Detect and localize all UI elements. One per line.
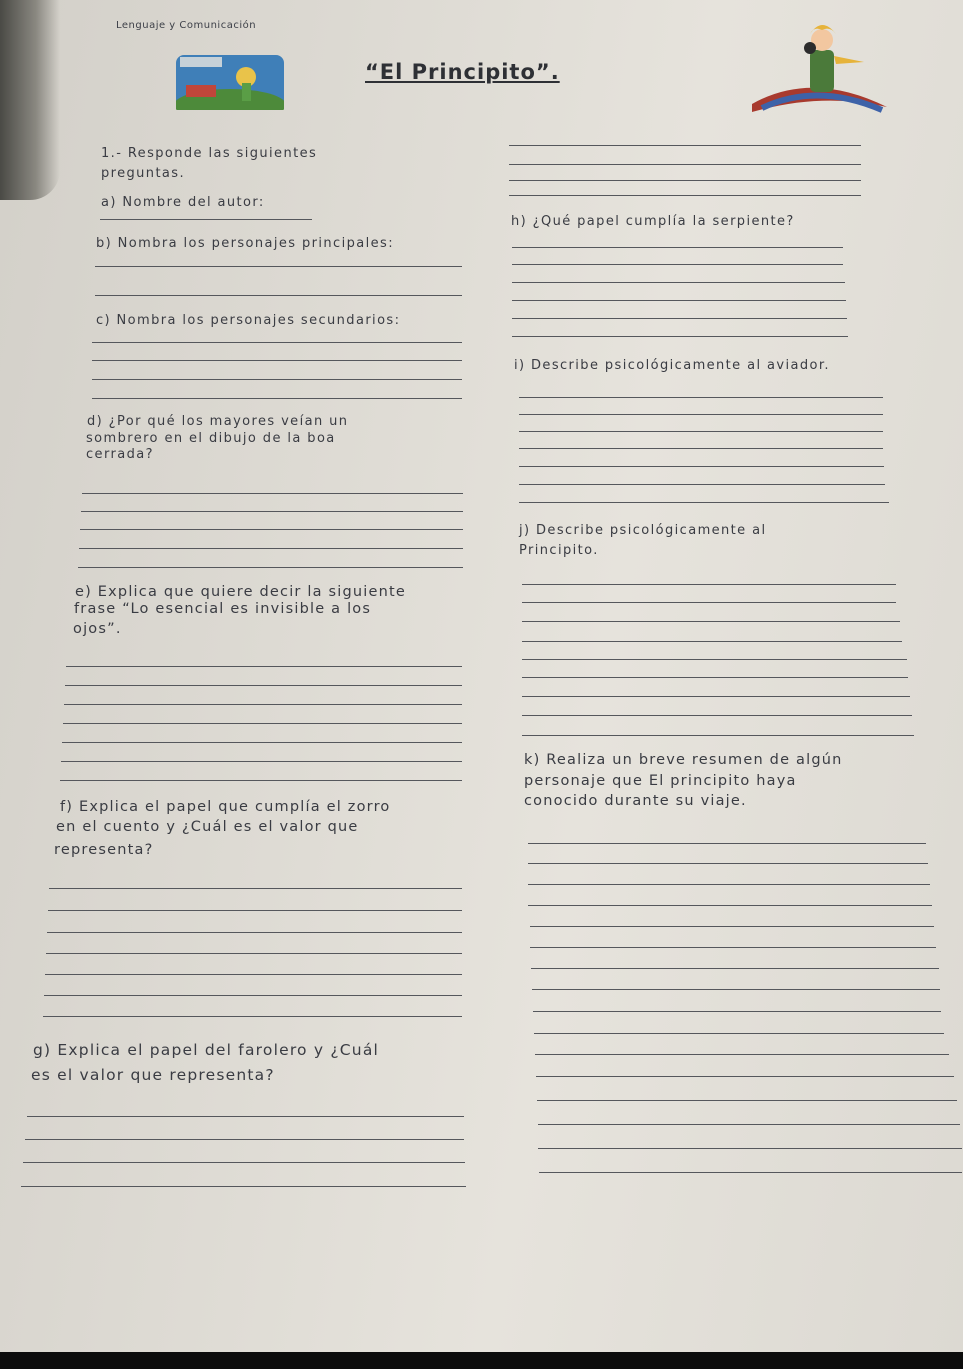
- answer-line: [509, 164, 861, 165]
- answer-line: [530, 947, 936, 948]
- question-a: a) Nombre del autor:: [101, 195, 265, 210]
- answer-line: [539, 1172, 962, 1173]
- little-prince-illustration: [752, 12, 887, 117]
- question-k-line-2: personaje que El principito haya: [524, 773, 797, 789]
- question-d-line-3: cerrada?: [86, 447, 154, 462]
- answer-line: [95, 295, 462, 296]
- answer-line: [92, 360, 462, 361]
- answer-line: [537, 1100, 957, 1101]
- answer-line: [519, 502, 889, 503]
- answer-line: [522, 621, 900, 622]
- answer-line: [522, 735, 914, 736]
- answer-line: [528, 905, 932, 906]
- question-b: b) Nombra los personajes principales:: [96, 236, 394, 251]
- answer-line: [80, 529, 463, 530]
- question-i: i) Describe psicológicamente al aviador.: [514, 358, 830, 373]
- question-e-line-2: frase “Lo esencial es invisible a los: [74, 601, 372, 617]
- answer-line: [65, 685, 462, 686]
- answer-line: [46, 953, 462, 954]
- answer-line: [509, 195, 861, 196]
- answer-line: [522, 677, 908, 678]
- answer-line: [538, 1148, 962, 1149]
- answer-line: [47, 932, 462, 933]
- answer-line: [27, 1116, 464, 1117]
- answer-line: [81, 511, 463, 512]
- answer-line: [519, 484, 885, 485]
- question-f-line-2: en el cuento y ¿Cuál es el valor que: [56, 819, 359, 835]
- left-shadow: [0, 0, 60, 200]
- answer-line: [60, 780, 462, 781]
- answer-line: [533, 1011, 941, 1012]
- question-e-line-1: e) Explica que quiere decir la siguiente: [75, 584, 407, 600]
- subject-header: Lenguaje y Comunicación: [116, 20, 257, 31]
- answer-line: [509, 145, 861, 146]
- answer-line: [519, 397, 883, 398]
- answer-line: [45, 974, 462, 975]
- question-h: h) ¿Qué papel cumplía la serpiente?: [511, 214, 795, 229]
- answer-line: [95, 266, 462, 267]
- answer-line: [44, 995, 462, 996]
- answer-line: [79, 548, 463, 549]
- answer-line: [522, 715, 912, 716]
- answer-line: [82, 493, 463, 494]
- answer-line: [519, 466, 884, 467]
- answer-line: [536, 1076, 954, 1077]
- answer-line: [48, 910, 462, 911]
- instructions-line-2: preguntas.: [101, 166, 186, 181]
- answer-line: [512, 336, 848, 337]
- answer-line: [532, 989, 940, 990]
- answer-line: [512, 300, 846, 301]
- answer-line: [92, 379, 462, 380]
- question-k-line-1: k) Realiza un breve resumen de algún: [524, 752, 843, 768]
- question-j-line-1: j) Describe psicológicamente al: [519, 523, 767, 538]
- question-g-line-1: g) Explica el papel del farolero y ¿Cuál: [33, 1041, 380, 1059]
- question-f-line-3: representa?: [54, 842, 154, 858]
- answer-line: [528, 884, 930, 885]
- answer-line: [538, 1124, 960, 1125]
- answer-line: [92, 398, 462, 399]
- answer-line: [522, 696, 910, 697]
- answer-line: [522, 659, 907, 660]
- answer-line: [528, 863, 928, 864]
- answer-line: [531, 968, 939, 969]
- answer-line: [512, 247, 843, 248]
- answer-line: [534, 1033, 944, 1034]
- answer-line: [64, 704, 462, 705]
- answer-line: [78, 567, 463, 568]
- answer-line: [43, 1016, 462, 1017]
- answer-line: [512, 282, 845, 283]
- answer-line: [63, 723, 462, 724]
- question-d-line-1: d) ¿Por qué los mayores veían un: [87, 414, 349, 429]
- answer-line: [512, 264, 843, 265]
- answer-line: [62, 742, 462, 743]
- answer-line: [528, 843, 926, 844]
- bottom-shadow: [0, 1352, 963, 1369]
- answer-line: [530, 926, 934, 927]
- answer-line: [509, 180, 861, 181]
- answer-line: [522, 641, 902, 642]
- answer-line: [100, 219, 312, 220]
- question-f-line-1: f) Explica el papel que cumplía el zorro: [60, 799, 391, 815]
- question-k-line-3: conocido durante su viaje.: [524, 793, 747, 809]
- question-d-line-2: sombrero en el dibujo de la boa: [86, 431, 336, 446]
- answer-line: [519, 431, 883, 432]
- prince-landscape-image: [176, 55, 284, 110]
- instructions-line-1: 1.- Responde las siguientes: [101, 146, 318, 161]
- answer-line: [21, 1186, 466, 1187]
- answer-line: [535, 1054, 949, 1055]
- answer-line: [66, 666, 462, 667]
- answer-line: [25, 1139, 464, 1140]
- answer-line: [519, 414, 883, 415]
- answer-line: [522, 584, 896, 585]
- answer-line: [92, 342, 462, 343]
- question-c: c) Nombra los personajes secundarios:: [96, 313, 401, 328]
- answer-line: [61, 761, 462, 762]
- answer-line: [49, 888, 462, 889]
- answer-line: [23, 1162, 465, 1163]
- page-title: “El Principito”.: [365, 60, 560, 84]
- answer-line: [519, 448, 883, 449]
- question-e-line-3: ojos”.: [73, 621, 122, 637]
- answer-line: [512, 318, 847, 319]
- question-g-line-2: es el valor que representa?: [31, 1066, 275, 1084]
- answer-line: [522, 602, 896, 603]
- question-j-line-2: Principito.: [519, 543, 599, 558]
